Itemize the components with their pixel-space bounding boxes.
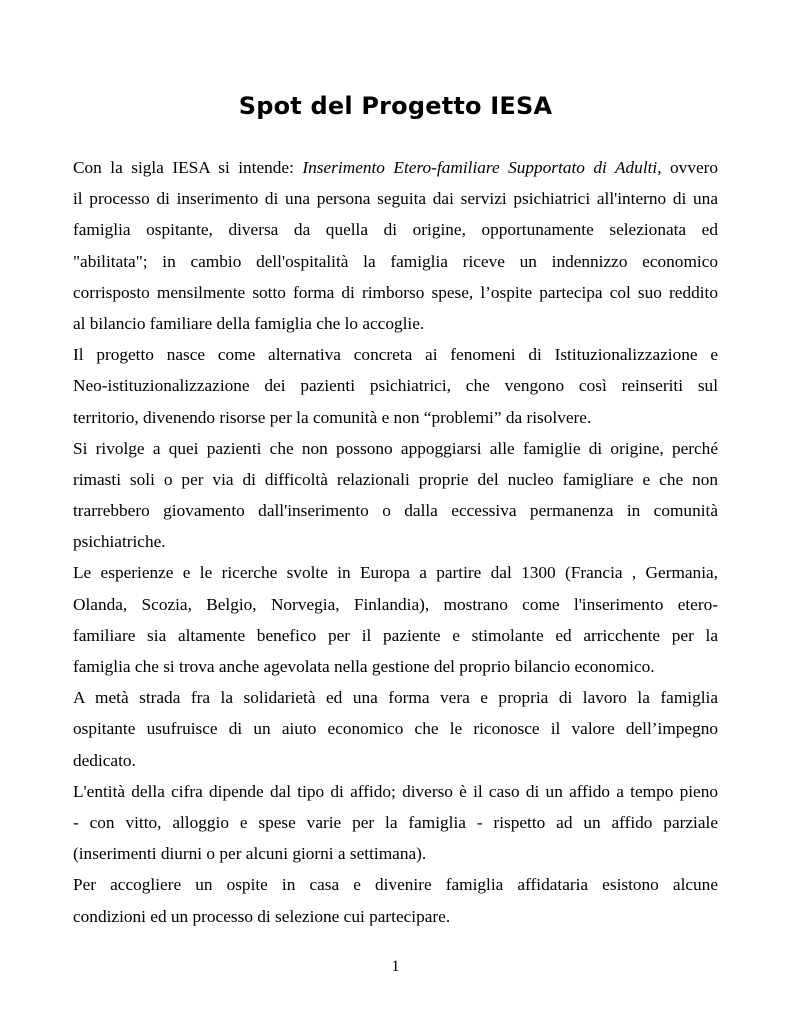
text-line: L'entità della cifra dipende dal tipo di affido; diverso è il caso di un affido a tempo pieno [73,781,718,801]
text-line: Il progetto nasce come alternativa concreta ai fenomeni di Istituzionalizzazione e [73,345,718,365]
text-line [73,152,718,183]
paragraph [73,433,718,558]
text-line: famiglia che si trova anche agevolata nella gestione del proprio bilancio economico. [73,657,655,676]
text-line: trarrebbero giovamento dall'inserimento o dalla eccessiva permanenza in comunità [73,501,718,521]
text-segment: Con la sigla IESA si intende: [73,158,303,177]
paragraph [73,682,718,776]
text-segment: ovvero [661,158,719,177]
paragraph [73,869,718,931]
paragraph [73,557,718,682]
text-line: corrisposto mensilmente sotto forma di rimborso spese, l’ospite partecipa col suo reddito [73,282,718,302]
text-line: condizioni ed un processo di selezione cui partecipare. [73,906,451,926]
text-line: al bilancio familiare della famiglia che lo accoglie. [73,313,425,333]
text-line: Le esperienze e le ricerche svolte in Europa a partire dal 1300 (Francia , Germania, [73,563,718,583]
text-line: (inserimenti diurni o per alcuni giorni a settimana). [73,844,427,864]
document-body [73,152,718,932]
text-line: Si rivolge a quei pazienti che non possono appoggiarsi alle famiglie di origine, perché [73,438,718,458]
paragraph [73,152,718,339]
text-line: "abilitata"; in cambio dell'ospitalità la famiglia riceve un indennizzo economico [73,251,718,271]
text-line: - con vitto, alloggio e spese varie per la famiglia - rispetto ad un affido parziale [73,812,718,832]
paragraph [73,776,718,870]
text-line: Neo-istituzionalizzazione dei pazienti psichiatrici, che vengono così reinseriti sul [73,376,718,396]
text-line: Olanda, Scozia, Belgio, Norvegia, Finlandia), mostrano come l'inserimento etero- [73,594,718,614]
text-line: familiare sia altamente benefico per il paziente e stimolante ed arricchente per la [73,625,718,645]
page-number: 1 [391,958,400,975]
paragraph [73,339,718,433]
text-line: rimasti soli o per via di difficoltà relazionali proprie del nucleo famigliare e che non [73,469,718,489]
text-line: il processo di inserimento di una persona seguita dai servizi psichiatrici all'interno di una [73,189,718,209]
text-line: A metà strada fra la solidarietà ed una forma vera e propria di lavoro la famiglia [73,688,718,708]
italic-term: Inserimento Etero-familiare Supportato di Adulti, [302,158,662,177]
text-line: dedicato. [73,750,136,770]
page-title: Spot del Progetto IESA [238,92,553,120]
text-line: ospitante usufruisce di un aiuto economico che le riconosce il valore dell’impegno [73,719,718,739]
text-line: territorio, divenendo risorse per la comunità e non “problemi” da risolvere. [73,407,592,427]
text-line: Per accogliere un ospite in casa e divenire famiglia affidataria esistono alcune [73,875,718,895]
text-line: famiglia ospitante, diversa da quella di origine, opportunamente selezionata ed [73,220,718,240]
text-line: psichiatriche. [73,532,166,552]
